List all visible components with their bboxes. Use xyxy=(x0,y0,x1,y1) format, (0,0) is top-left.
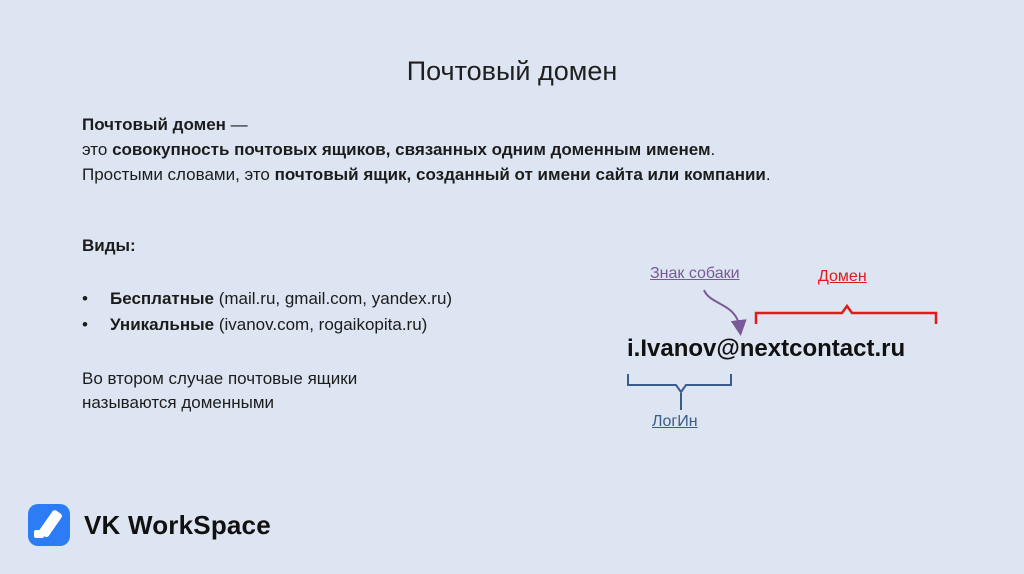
definition-line-3-prefix: Простыми словами, это xyxy=(82,165,275,184)
kinds-list xyxy=(82,286,452,338)
domain-brace xyxy=(756,306,936,324)
note-line-1: Во втором случае почтовые ящики xyxy=(82,369,358,388)
definition-line-3-bold: почтовый ящик, созданный от имени сайта или компании xyxy=(274,165,766,184)
kind-name: Уникальные xyxy=(110,315,215,334)
note-line-2: называются доменными xyxy=(82,393,275,412)
definition-block xyxy=(82,112,882,187)
domain-label: Домен xyxy=(818,268,867,285)
definition-term: Почтовый домен xyxy=(82,115,226,134)
definition-line-2-suffix: . xyxy=(710,140,716,159)
definition-line-2 xyxy=(82,137,882,162)
kind-examples: (mail.ru, gmail.com, yandex.ru) xyxy=(214,289,453,308)
at-sign-label: Знак собаки xyxy=(650,265,740,282)
kind-examples: (ivanov.com, rogaikopita.ru) xyxy=(214,315,428,334)
at-sign-arrow xyxy=(704,290,740,330)
definition-dash: — xyxy=(225,115,248,134)
vk-workspace-logo xyxy=(28,504,271,546)
list-item xyxy=(82,312,452,338)
logo-text: VK WorkSpace xyxy=(84,509,271,540)
login-brace xyxy=(628,374,731,392)
definition-line-2-bold: совокупность почтовых ящиков, связанных одним доменным именем xyxy=(112,140,711,159)
note-text xyxy=(82,367,442,415)
slide-title: Почтовый домен xyxy=(406,56,618,86)
list-item xyxy=(82,286,452,312)
kind-name: Бесплатные xyxy=(110,289,214,308)
vk-workspace-logo-icon xyxy=(28,504,70,546)
definition-line-3-suffix: . xyxy=(765,165,771,184)
definition-line-3 xyxy=(82,162,882,187)
email-example: i.Ivanov@nextcontact.ru xyxy=(627,335,906,362)
kinds-heading: Виды: xyxy=(82,236,136,255)
definition-line-1 xyxy=(82,112,882,137)
login-label: ЛогИн xyxy=(652,413,698,430)
definition-line-2-prefix: это xyxy=(82,140,113,159)
